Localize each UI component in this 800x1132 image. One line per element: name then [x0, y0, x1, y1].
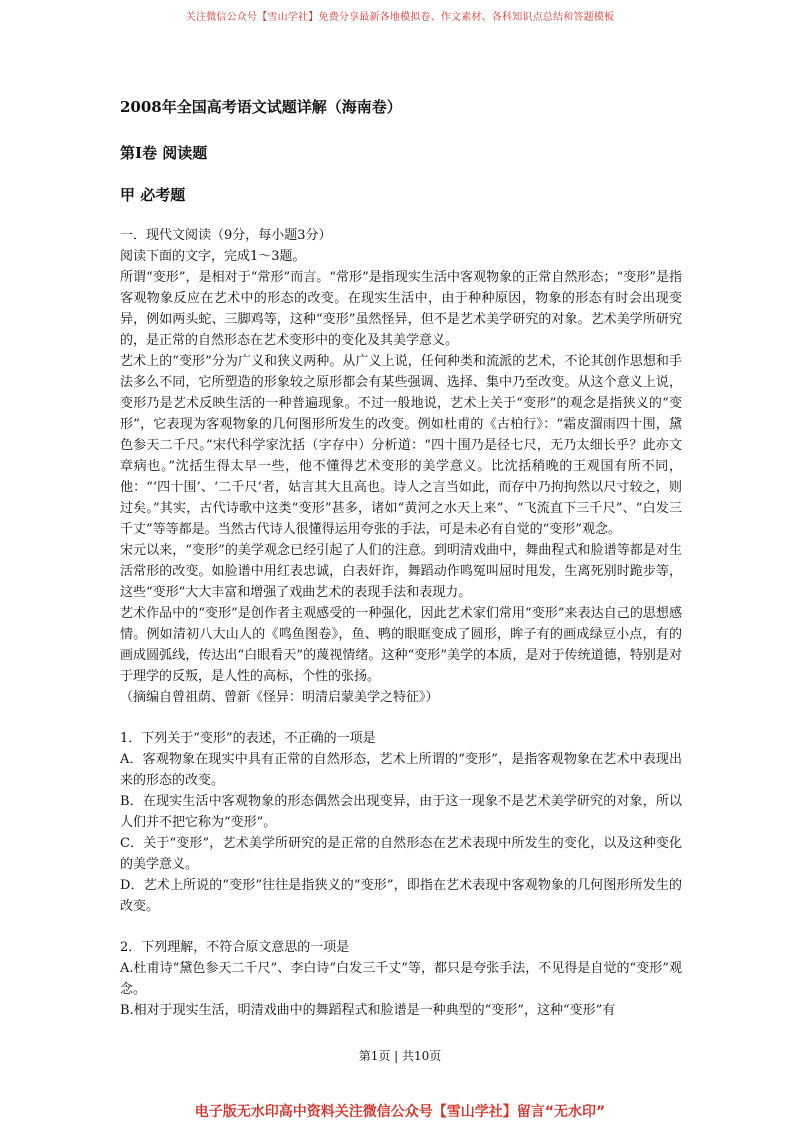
passage-paragraph-1: 所谓“变形”，是相对于“常形”而言。“常形”是指现实生活中客观物象的正常自然形态；“变形”是指客观物象反应在艺术中的形态的改变。在现实生活中，由于种种原因，物象的形态有时会出现变异，例如两头蛇、三脚鸡等，这种“变形”虽然怪异，但不是艺术美学研究的对象。艺术美学所研究的，是正常的自然形态在艺术变形中的变化及其美学意义。: [120, 270, 682, 348]
section-instruction: 阅读下面的文字，完成1～3题。: [120, 249, 306, 264]
question-2-stem: 2．下列理解，不符合原文意思的一项是: [120, 940, 350, 955]
question-1-option-d: D．艺术上所说的“变形”往往是指狭义的“变形”，即指在艺术表现中客观物象的几何图形所发生的改变。: [120, 878, 682, 914]
passage-paragraph-2: 艺术上的“变形”分为广义和狭义两种。从广义上说，任何种类和流派的艺术，不论其创作思想和手法多么不同，它所塑造的形象较之原形都会有某些强调、选择、集中乃至改变。从这个意义上说，变形乃是艺术反映生活的一种普遍现象。不过一般地说，艺术上关于“变形”的观念是指狭义的“变形”，它表现为客观物象的几何图形所发生的改变。例如杜甫的《古柏行》：“霜皮溜雨四十围，黛色参天二千尺。”宋代科学家沈括（字存中）分析道：“四十围乃是径七尺，无乃太细长乎？此亦文章病也。”沈括生得太早一些，他不懂得艺术变形的美学意义。比沈括稍晚的王观国有所不同，他：“‘四十围’、‘二千尺’者，姑言其大且高也。诗人之言当如此，而存中乃拘拘然以尺寸较之，则过矣。”其实，古代诗歌中这类“变形”甚多，诸如“黄河之水天上来”、“飞流直下三千尺”、“白发三千丈”等等都是。当然古代诗人很懂得运用夸张的手法，可是未必有自觉的“变形”观念。: [120, 354, 682, 537]
passage-source: （摘编自曾祖荫、曾新《怪异：明清启蒙美学之特征》）: [120, 690, 439, 705]
page-number: 第1页 | 共10页: [358, 1049, 442, 1063]
passage-paragraph-3: 宋元以来，“变形”的美学观念已经引起了人们的注意。到明清戏曲中，舞曲程式和脸谱等都是对生活常形的改变。如脸谱中用红表忠诚，白表奸诈，舞蹈动作鸣冤叫屈时甩发，生离死别时跪步等，这些“变形”大大丰富和增强了戏曲艺术的表现手法和表现力。: [120, 543, 682, 600]
section-heading: 一．现代文阅读（9分，每小题3分）: [120, 228, 332, 243]
question-1-stem: 1．下列关于“变形”的表述，不正确的一项是: [120, 731, 376, 746]
question-1-option-c: C．关于“变形”，艺术美学所研究的是正常的自然形态在艺术表现中所发生的变化，以及这种变化的美学意义。: [120, 836, 682, 872]
part-title: 第Ⅰ卷 阅读题: [120, 144, 208, 162]
question-1-option-a: A．客观物象在现实中具有正常的自然形态，艺术上所谓的“变形”，是指客观物象在艺术中表现出来的形态的改变。: [120, 752, 682, 788]
question-1-option-b: B．在现实生活中客观物象的形态偶然会出现变异，由于这一现象不是艺术美学研究的对象，所以人们并不把它称为“变形”。: [120, 794, 682, 830]
sub-title: 甲 必考题: [120, 186, 186, 204]
bottom-promo-banner: 电子版无水印高中资料关注微信公众号【雪山学社】留言“无水印”: [194, 1104, 606, 1120]
document-title: 2008年全国高考语文试题详解（海南卷）: [120, 98, 402, 116]
top-promo-banner: 关注微信公众号【雪山学社】免费分享最新各地模拟卷、作文素材、各科知识点总结和答题模板: [185, 12, 615, 23]
question-2-option-a: A.杜甫诗“黛色参天二千尺”、李白诗“白发三千丈”等，都只是夸张手法，不见得是自觉的“变形”观念。: [120, 961, 682, 997]
question-2-option-b: B.相对于现实生活，明清戏曲中的舞蹈程式和脸谱是一种典型的“变形”，这种“变形”有: [120, 1003, 616, 1018]
passage-paragraph-4: 艺术作品中的“变形”是创作者主观感受的一种强化，因此艺术家们常用“变形”来表达自己的思想感情。例如清初八大山人的《鸣鱼图卷》，鱼、鸭的眼眶变成了圆形，眸子有的画成绿豆小点，有的画成圆弧线，传达出“白眼看天”的蔑视情绪。这种“变形”美学的本质，是对于传统道德，特别是对于理学的反叛，是人性的高标，个性的张扬。: [120, 606, 682, 684]
document-body: [120, 96, 682, 1021]
